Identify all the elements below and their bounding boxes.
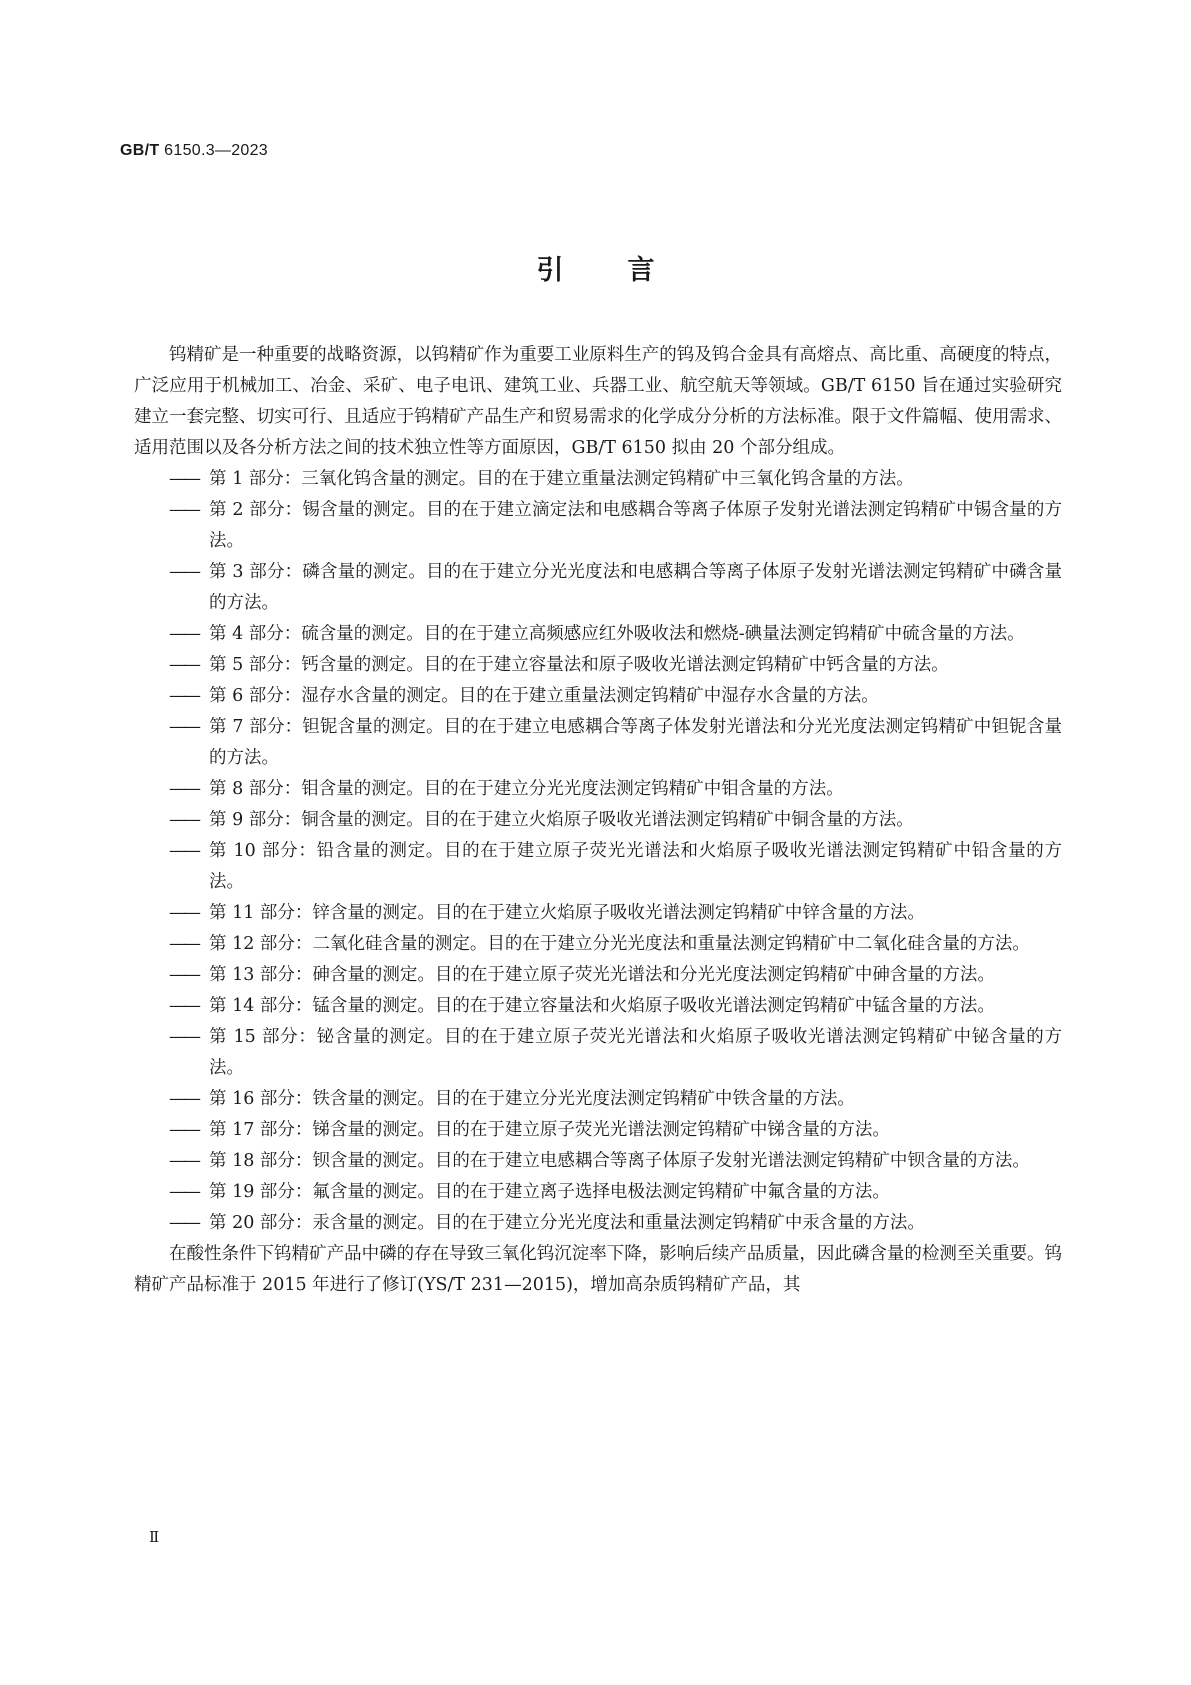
list-item-text: 第 14 部分：锰含量的测定。目的在于建立容量法和火焰原子吸收光谱法测定钨精矿中锰含量的方法。: [209, 996, 995, 1016]
dash-marker: ——: [169, 1089, 198, 1109]
list-item-text: 第 13 部分：砷含量的测定。目的在于建立原子荧光光谱法和分光光度法测定钨精矿中砷含量的方法。: [209, 965, 995, 985]
page-title: 引言: [536, 255, 719, 286]
document-code-number: 6150.3—2023: [164, 142, 269, 159]
dash-marker: ——: [169, 996, 198, 1016]
page-number: Ⅱ: [149, 1528, 160, 1546]
list-item-text: 第 1 部分：三氧化钨含量的测定。目的在于建立重量法测定钨精矿中三氧化钨含量的方法。: [209, 469, 914, 489]
list-item-text: 第 7 部分：钽铌含量的测定。目的在于建立电感耦合等离子体发射光谱法和分光光度法测定钨精矿中钽铌含量的方法。: [209, 717, 1062, 768]
dash-marker: ——: [169, 965, 198, 985]
list-item: [134, 619, 1062, 650]
list-item: [134, 1115, 1062, 1146]
list-item: [134, 557, 1062, 619]
list-item-text: 第 11 部分：锌含量的测定。目的在于建立火焰原子吸收光谱法测定钨精矿中锌含量的方法。: [209, 903, 925, 923]
list-item-text: 第 15 部分：铋含量的测定。目的在于建立原子荧光光谱法和火焰原子吸收光谱法测定钨精矿中铋含量的方法。: [209, 1027, 1062, 1078]
list-item-text: 第 19 部分：氟含量的测定。目的在于建立离子选择电极法测定钨精矿中氟含量的方法。: [209, 1182, 890, 1202]
closing-paragraph: 在酸性条件下钨精矿产品中磷的存在导致三氧化钨沉淀率下降，影响后续产品质量，因此磷含量的检测至关重要。钨精矿产品标准于 2015 年进行了修订(YS/T 231—2015)，增加高杂质钨精矿产品，其: [134, 1244, 1062, 1295]
dash-marker: ——: [169, 1213, 198, 1233]
dash-marker: ——: [169, 686, 198, 706]
list-item: [134, 712, 1062, 774]
list-item: [134, 650, 1062, 681]
dash-marker: ——: [169, 841, 198, 861]
list-item-text: 第 6 部分：湿存水含量的测定。目的在于建立重量法测定钨精矿中湿存水含量的方法。: [209, 686, 879, 706]
dash-marker: ——: [169, 469, 198, 489]
dash-marker: ——: [169, 1151, 198, 1171]
document-body: [134, 340, 1062, 1301]
dash-marker: ——: [169, 624, 198, 644]
dash-marker: ——: [169, 500, 198, 520]
list-item-text: 第 3 部分：磷含量的测定。目的在于建立分光光度法和电感耦合等离子体原子发射光谱法测定钨精矿中磷含量的方法。: [209, 562, 1062, 613]
list-item-text: 第 16 部分：铁含量的测定。目的在于建立分光光度法测定钨精矿中铁含量的方法。: [209, 1089, 855, 1109]
dash-marker: ——: [169, 779, 198, 799]
list-item: [134, 681, 1062, 712]
list-item-text: 第 17 部分：锑含量的测定。目的在于建立原子荧光光谱法测定钨精矿中锑含量的方法。: [209, 1120, 890, 1140]
dash-marker: ——: [169, 934, 198, 954]
parts-list: [134, 464, 1062, 1239]
list-item-text: 第 8 部分：钼含量的测定。目的在于建立分光光度法测定钨精矿中钼含量的方法。: [209, 779, 844, 799]
dash-marker: ——: [169, 562, 198, 582]
intro-paragraph: 钨精矿是一种重要的战略资源，以钨精矿作为重要工业原料生产的钨及钨合金具有高熔点、高比重、高硬度的特点，广泛应用于机械加工、冶金、采矿、电子电讯、建筑工业、兵器工业、航空航天等领域。GB/T 6150 旨在通过实验研究建立一套完整、切实可行、且适应于钨精矿产品生产和贸易需求的化学成分分析的方法标准。限于文件篇幅、使用需求、适用范围以及各分析方法之间的技术独立性等方面原因，GB/T 6150 拟由 20 个部分组成。: [134, 345, 1062, 458]
list-item: [134, 1084, 1062, 1115]
list-item: [134, 960, 1062, 991]
dash-marker: ——: [169, 810, 198, 830]
list-item: [134, 1146, 1062, 1177]
list-item-text: 第 10 部分：铅含量的测定。目的在于建立原子荧光光谱法和火焰原子吸收光谱法测定钨精矿中铅含量的方法。: [209, 841, 1062, 892]
dash-marker: ——: [169, 717, 198, 737]
list-item: [134, 1022, 1062, 1084]
list-item: [134, 464, 1062, 495]
list-item: [134, 774, 1062, 805]
list-item-text: 第 4 部分：硫含量的测定。目的在于建立高频感应红外吸收法和燃烧-碘量法测定钨精矿中硫含量的方法。: [209, 624, 1025, 644]
list-item-text: 第 5 部分：钙含量的测定。目的在于建立容量法和原子吸收光谱法测定钨精矿中钙含量的方法。: [209, 655, 949, 675]
document-code: [120, 142, 268, 160]
list-item-text: 第 12 部分：二氧化硅含量的测定。目的在于建立分光光度法和重量法测定钨精矿中二氧化硅含量的方法。: [209, 934, 1030, 954]
list-item: [134, 1208, 1062, 1239]
dash-marker: ——: [169, 903, 198, 923]
document-code-prefix: GB/T: [120, 142, 160, 159]
list-item: [134, 929, 1062, 960]
list-item: [134, 1177, 1062, 1208]
list-item: [134, 991, 1062, 1022]
list-item: [134, 898, 1062, 929]
list-item: [134, 495, 1062, 557]
list-item: [134, 805, 1062, 836]
list-item-text: 第 2 部分：锡含量的测定。目的在于建立滴定法和电感耦合等离子体原子发射光谱法测定钨精矿中锡含量的方法。: [209, 500, 1062, 551]
list-item: [134, 836, 1062, 898]
list-item-text: 第 20 部分：汞含量的测定。目的在于建立分光光度法和重量法测定钨精矿中汞含量的方法。: [209, 1213, 925, 1233]
dash-marker: ——: [169, 1182, 198, 1202]
dash-marker: ——: [169, 1120, 198, 1140]
list-item-text: 第 9 部分：铜含量的测定。目的在于建立火焰原子吸收光谱法测定钨精矿中铜含量的方法。: [209, 810, 914, 830]
dash-marker: ——: [169, 655, 198, 675]
dash-marker: ——: [169, 1027, 198, 1047]
list-item-text: 第 18 部分：钡含量的测定。目的在于建立电感耦合等离子体原子发射光谱法测定钨精矿中钡含量的方法。: [209, 1151, 1030, 1171]
